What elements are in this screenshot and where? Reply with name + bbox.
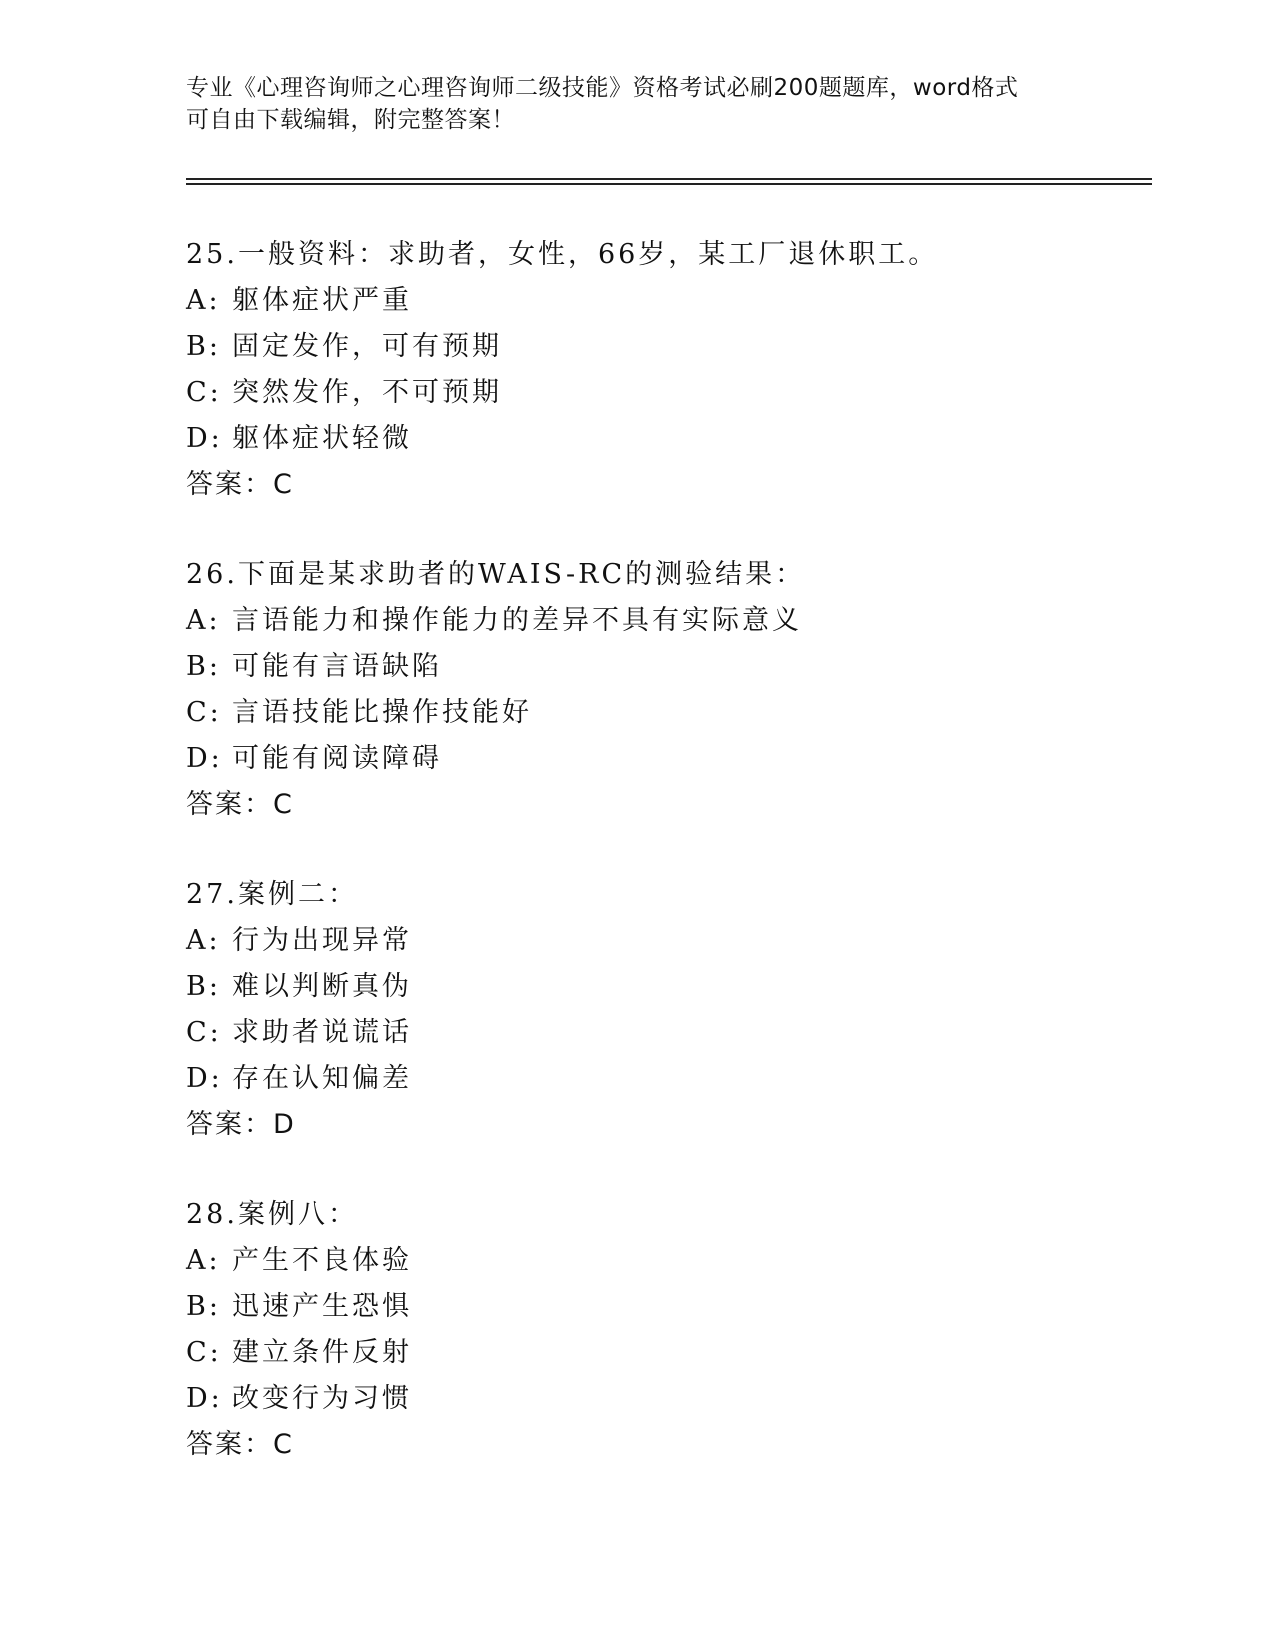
answer: 答案：C bbox=[186, 469, 294, 500]
option-key: B: bbox=[186, 971, 221, 1002]
option-c bbox=[186, 370, 1146, 416]
option-key: D: bbox=[186, 1383, 223, 1414]
option-key: C: bbox=[186, 697, 222, 728]
option-text: 产生不良体验 bbox=[232, 1245, 412, 1276]
option-key: D: bbox=[186, 743, 223, 774]
answer: 答案：C bbox=[186, 789, 294, 820]
option-text: 言语技能比操作技能好 bbox=[232, 697, 532, 728]
option-text: 固定发作，可有预期 bbox=[232, 331, 502, 362]
option-b bbox=[186, 324, 1146, 370]
option-c bbox=[186, 690, 1146, 736]
option-text: 行为出现异常 bbox=[232, 925, 412, 956]
option-text: 建立条件反射 bbox=[232, 1337, 412, 1368]
option-key: A: bbox=[186, 605, 221, 636]
question-25 bbox=[186, 232, 1146, 508]
header-line-1: 专业《心理咨询师之心理咨询师二级技能》资格考试必刷200题题库，word格式 bbox=[186, 75, 1019, 101]
option-text: 躯体症状轻微 bbox=[232, 423, 412, 454]
question-stem: 28.案例八： bbox=[186, 1199, 358, 1230]
header-line-2: 可自由下载编辑，附完整答案！ bbox=[186, 107, 515, 133]
option-text: 可能有言语缺陷 bbox=[232, 651, 442, 682]
option-d bbox=[186, 1056, 1146, 1102]
option-a bbox=[186, 278, 1146, 324]
option-a bbox=[186, 598, 1146, 644]
option-key: B: bbox=[186, 331, 221, 362]
option-b bbox=[186, 964, 1146, 1010]
option-text: 可能有阅读障碍 bbox=[232, 743, 442, 774]
option-key: C: bbox=[186, 1337, 222, 1368]
header-divider-bottom bbox=[186, 183, 1152, 185]
option-text: 存在认知偏差 bbox=[232, 1063, 412, 1094]
option-text: 求助者说谎话 bbox=[232, 1017, 412, 1048]
header-divider-top bbox=[186, 178, 1152, 180]
option-c bbox=[186, 1010, 1146, 1056]
document-header bbox=[186, 72, 1086, 136]
option-b bbox=[186, 1284, 1146, 1330]
option-a bbox=[186, 1238, 1146, 1284]
question-stem: 25.一般资料：求助者，女性，66岁，某工厂退休职工。 bbox=[186, 239, 939, 270]
option-text: 难以判断真伪 bbox=[232, 971, 412, 1002]
option-d bbox=[186, 736, 1146, 782]
question-stem: 27.案例二： bbox=[186, 879, 358, 910]
option-text: 躯体症状严重 bbox=[232, 285, 412, 316]
option-key: A: bbox=[186, 1245, 221, 1276]
question-list bbox=[186, 232, 1146, 1512]
answer: 答案：D bbox=[186, 1109, 296, 1140]
option-text: 迅速产生恐惧 bbox=[232, 1291, 412, 1322]
option-d bbox=[186, 1376, 1146, 1422]
question-26 bbox=[186, 552, 1146, 828]
option-a bbox=[186, 918, 1146, 964]
option-key: A: bbox=[186, 925, 221, 956]
option-key: D: bbox=[186, 423, 223, 454]
question-28 bbox=[186, 1192, 1146, 1468]
question-stem: 26.下面是某求助者的WAIS-RC的测验结果： bbox=[186, 559, 806, 590]
option-key: A: bbox=[186, 285, 221, 316]
option-key: B: bbox=[186, 651, 221, 682]
option-text: 突然发作，不可预期 bbox=[232, 377, 502, 408]
option-key: C: bbox=[186, 377, 222, 408]
option-b bbox=[186, 644, 1146, 690]
option-key: B: bbox=[186, 1291, 221, 1322]
answer: 答案：C bbox=[186, 1429, 294, 1460]
question-27 bbox=[186, 872, 1146, 1148]
option-d bbox=[186, 416, 1146, 462]
option-key: D: bbox=[186, 1063, 223, 1094]
option-text: 言语能力和操作能力的差异不具有实际意义 bbox=[232, 605, 802, 636]
option-text: 改变行为习惯 bbox=[232, 1383, 412, 1414]
option-c bbox=[186, 1330, 1146, 1376]
option-key: C: bbox=[186, 1017, 222, 1048]
